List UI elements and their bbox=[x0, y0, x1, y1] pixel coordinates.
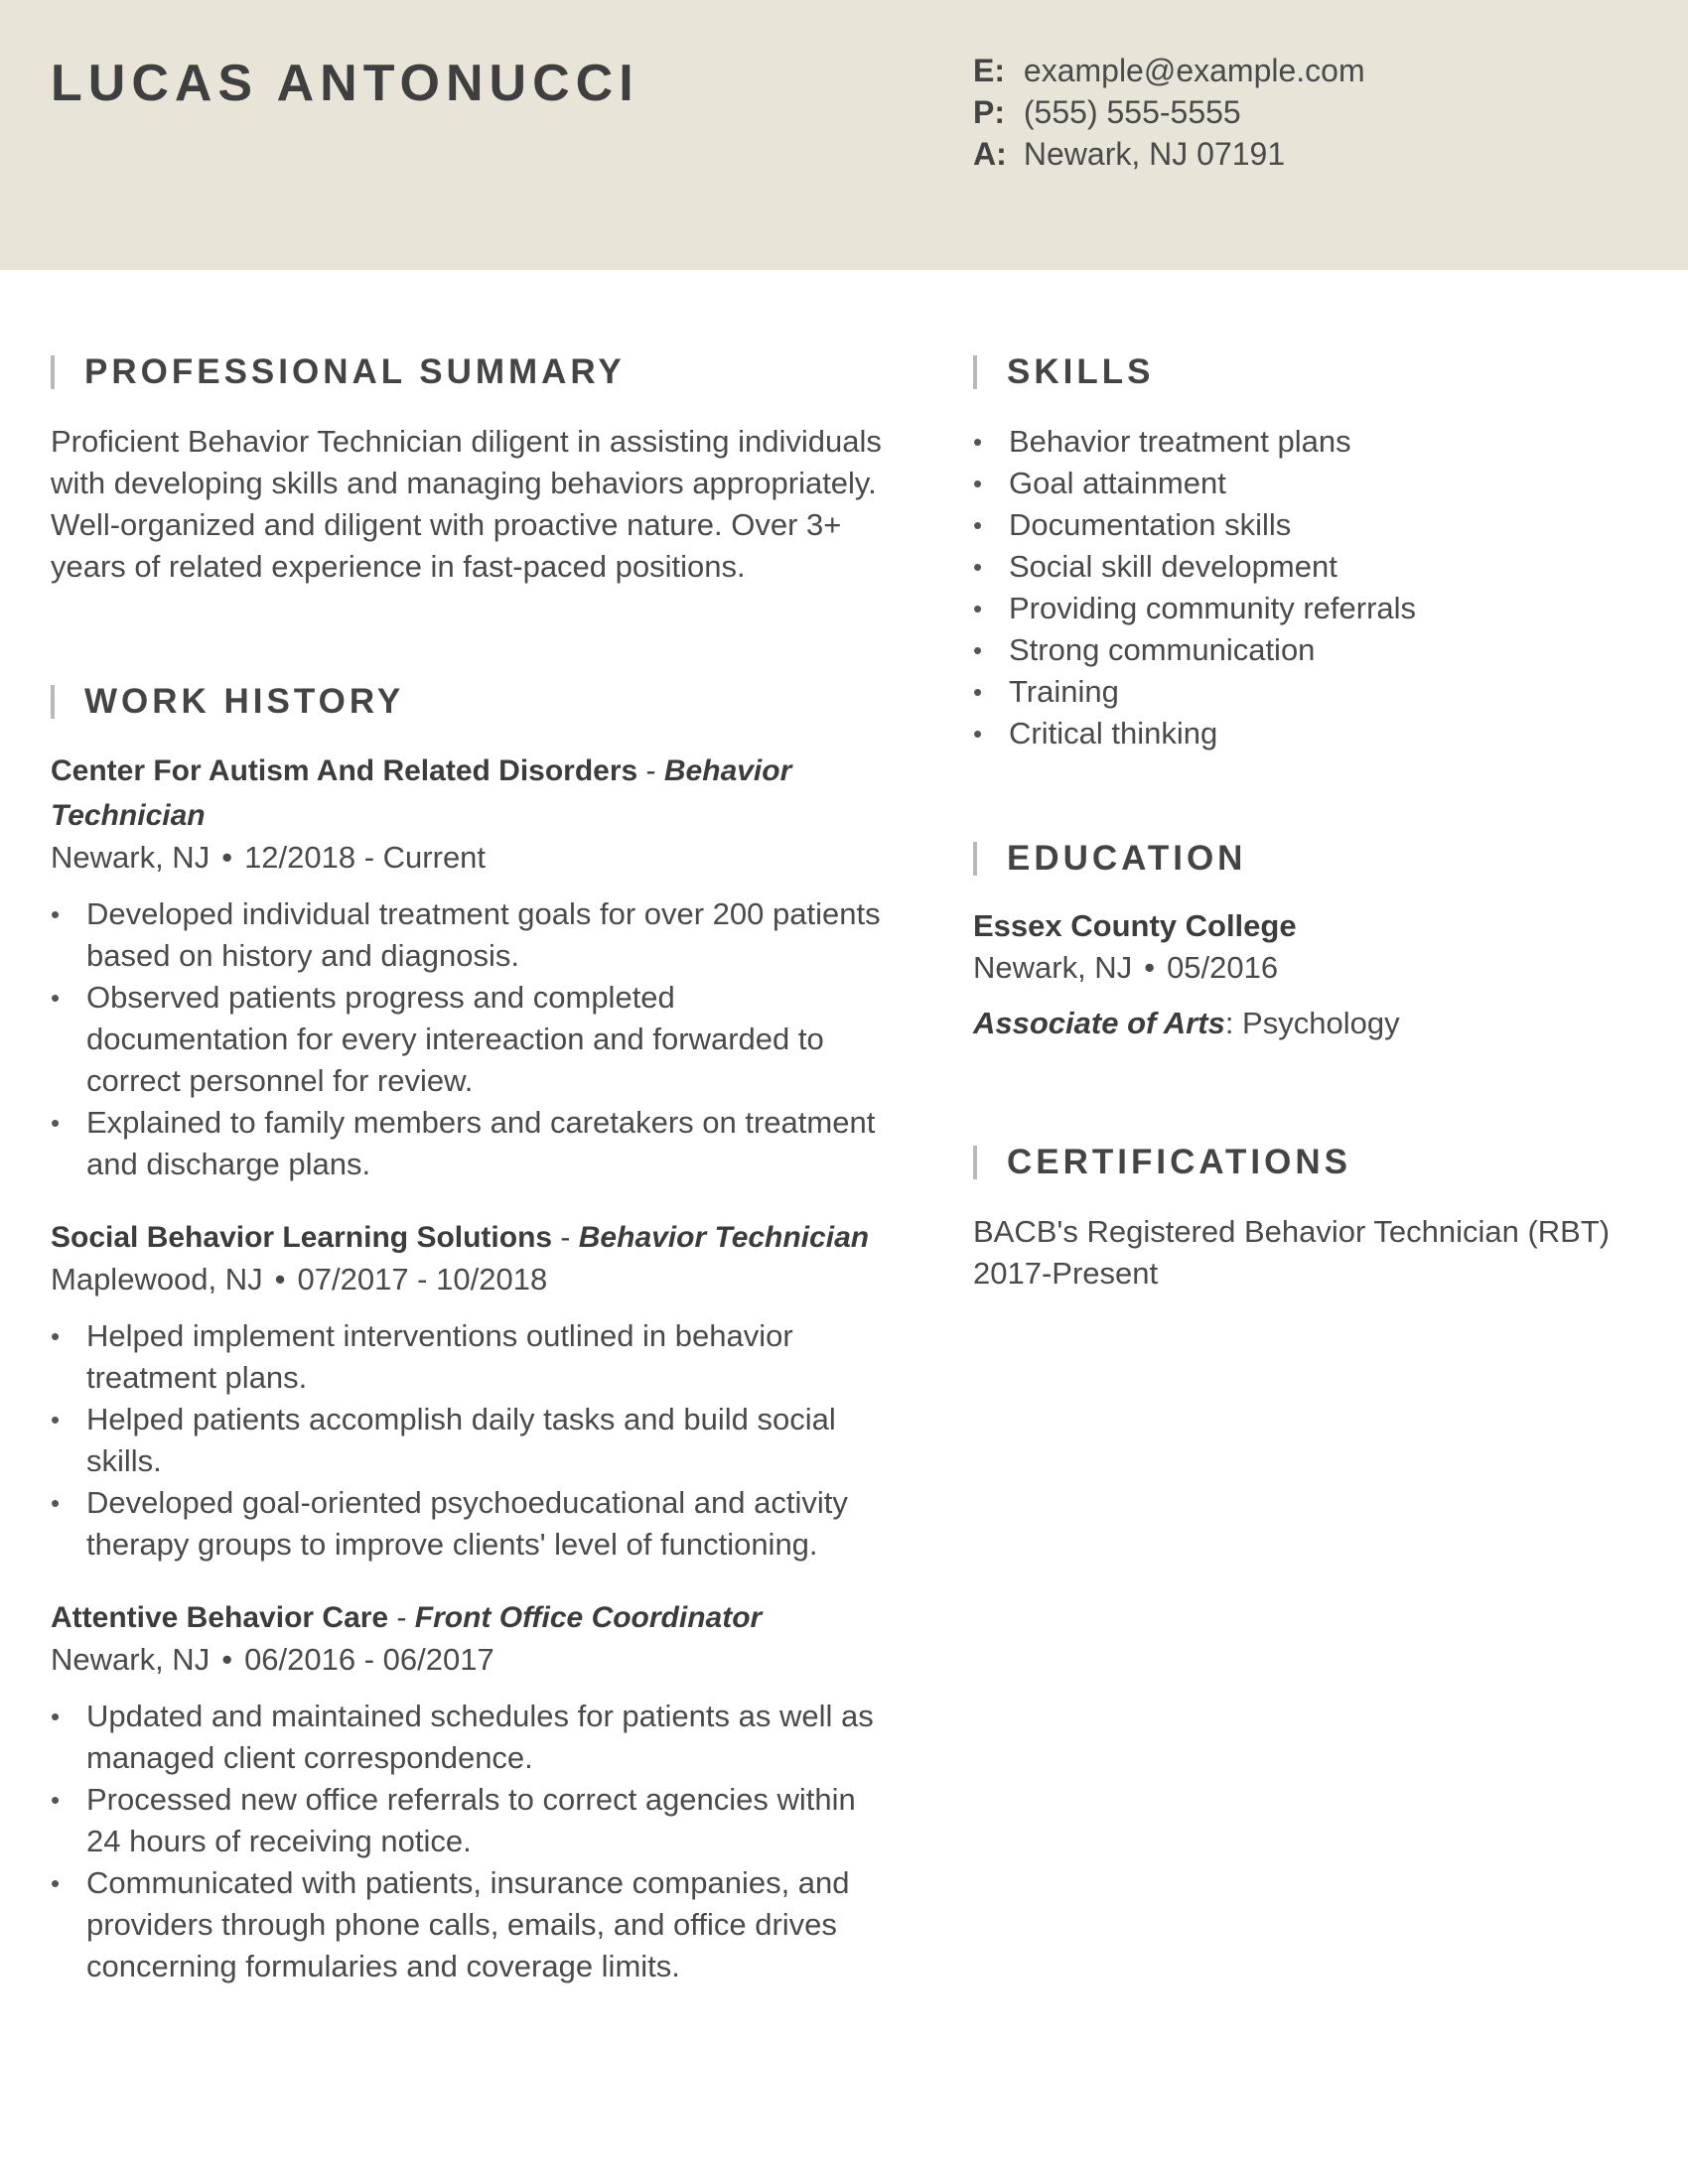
skill-item: • Providing community referrals bbox=[973, 588, 1648, 629]
duty-item: • Developed individual treatment goals for over 200 patients based on history and diagnosis. bbox=[51, 893, 885, 977]
job-location: Newark, NJ bbox=[51, 1642, 211, 1677]
job-role: Behavior Technician bbox=[51, 754, 792, 832]
bullet-dot-icon: • bbox=[221, 840, 233, 875]
contact-address bbox=[973, 133, 1365, 175]
job-title bbox=[51, 1215, 885, 1260]
left-column bbox=[51, 338, 885, 2017]
job-duties bbox=[51, 1696, 885, 1987]
heading-bar-icon bbox=[973, 1146, 977, 1179]
education-heading: EDUCATION bbox=[1007, 839, 1247, 878]
job-title bbox=[51, 749, 885, 838]
contact-phone-value: (555) 555-5555 bbox=[1023, 94, 1241, 130]
work-history-section bbox=[51, 667, 885, 1987]
job-entry bbox=[51, 1215, 885, 1566]
duty-item: • Updated and maintained schedules for patients as well as managed client correspondence. bbox=[51, 1696, 885, 1779]
job-role: Front Office Coordinator bbox=[414, 1601, 763, 1634]
job-company: Social Behavior Learning Solutions bbox=[51, 1221, 553, 1254]
job-location: Maplewood, NJ bbox=[51, 1262, 263, 1297]
education-date: 05/2016 bbox=[1167, 950, 1279, 985]
section-heading bbox=[973, 1128, 1648, 1197]
duty-item: • Communicated with patients, insurance companies, and providers through phone calls, emails, and office drives concerning formularies and coverage limits. bbox=[51, 1862, 885, 1987]
job-dates: 12/2018 - Current bbox=[244, 840, 487, 875]
bullet-dot-icon: • bbox=[274, 1262, 286, 1297]
skill-item: • Documentation skills bbox=[973, 504, 1648, 546]
certification-name: BACB's Registered Behavior Technician (RBT) bbox=[973, 1214, 1611, 1249]
certifications-section bbox=[973, 1128, 1648, 1295]
skill-item: • Strong communication bbox=[973, 629, 1648, 671]
job-dates: 06/2016 - 06/2017 bbox=[244, 1642, 494, 1677]
job-meta bbox=[51, 1260, 885, 1299]
summary-heading: PROFESSIONAL SUMMARY bbox=[84, 352, 626, 391]
section-heading bbox=[973, 824, 1648, 893]
contact-address-value: Newark, NJ 07191 bbox=[1023, 136, 1286, 172]
duty-item: • Observed patients progress and completed documentation for every intereaction and forwarded to correct personnel for review. bbox=[51, 977, 885, 1102]
job-company: Center For Autism And Related Disorders bbox=[51, 754, 638, 787]
summary-text: Proficient Behavior Technician diligent in assisting individuals with developing skills and managing behaviors appropriately. Well-organized and diligent with proactive nature. Over 3+ years of related experience in fast-paced positions. bbox=[51, 424, 882, 584]
heading-bar-icon bbox=[973, 842, 977, 876]
education-field: : Psychology bbox=[1224, 1006, 1400, 1040]
skills-list bbox=[973, 421, 1648, 754]
education-location: Newark, NJ bbox=[973, 950, 1133, 985]
bullet-dot-icon: • bbox=[221, 1642, 233, 1677]
duty-item: • Helped implement interventions outlined in behavior treatment plans. bbox=[51, 1315, 885, 1399]
education-degree: Associate of Arts bbox=[973, 1006, 1225, 1040]
job-separator: - bbox=[388, 1601, 415, 1634]
certifications-heading: CERTIFICATIONS bbox=[1007, 1143, 1352, 1181]
work-heading: WORK HISTORY bbox=[84, 682, 405, 721]
job-entry bbox=[51, 749, 885, 1185]
job-separator: - bbox=[637, 754, 664, 787]
skill-item: • Social skill development bbox=[973, 546, 1648, 588]
job-separator: - bbox=[552, 1221, 579, 1254]
job-entry bbox=[51, 1595, 885, 1987]
skill-item: • Behavior treatment plans bbox=[973, 421, 1648, 463]
skills-heading: SKILLS bbox=[1007, 352, 1155, 391]
heading-bar-icon bbox=[973, 355, 977, 389]
job-location: Newark, NJ bbox=[51, 840, 211, 875]
section-heading bbox=[51, 667, 885, 737]
job-title bbox=[51, 1595, 885, 1640]
heading-bar-icon bbox=[51, 355, 55, 389]
contact-phone-key: P: bbox=[973, 94, 1005, 130]
duty-item: • Helped patients accomplish daily tasks and build social skills. bbox=[51, 1399, 885, 1482]
summary-section bbox=[51, 338, 885, 588]
job-role: Behavior Technician bbox=[578, 1221, 870, 1254]
job-duties bbox=[51, 893, 885, 1185]
header-banner bbox=[0, 0, 1688, 270]
education-school: Essex County College bbox=[973, 908, 1297, 943]
duty-item: • Explained to family members and caretakers on treatment and discharge plans. bbox=[51, 1102, 885, 1185]
education-degree-line bbox=[973, 1003, 1648, 1044]
right-column bbox=[973, 338, 1648, 1295]
section-heading bbox=[973, 338, 1648, 407]
contact-address-key: A: bbox=[973, 136, 1007, 172]
job-company: Attentive Behavior Care bbox=[51, 1601, 389, 1634]
contact-email bbox=[973, 50, 1365, 91]
contact-email-key: E: bbox=[973, 53, 1005, 88]
contact-phone bbox=[973, 91, 1365, 133]
education-section bbox=[973, 824, 1648, 1044]
skill-item: • Critical thinking bbox=[973, 713, 1648, 754]
education-meta bbox=[973, 947, 1648, 989]
job-duties bbox=[51, 1315, 885, 1566]
contact-info bbox=[973, 50, 1365, 175]
skill-item: • Training bbox=[973, 671, 1648, 713]
candidate-name: LUCAS ANTONUCCI bbox=[51, 55, 639, 112]
job-meta bbox=[51, 838, 885, 878]
section-heading bbox=[51, 338, 885, 407]
duty-item: • Developed goal-oriented psychoeducational and activity therapy groups to improve clients' level of functioning. bbox=[51, 1482, 885, 1566]
contact-email-value[interactable]: example@example.com bbox=[1023, 53, 1365, 88]
skill-item: • Goal attainment bbox=[973, 463, 1648, 504]
certification-dates: 2017-Present bbox=[973, 1256, 1159, 1291]
duty-item: • Processed new office referrals to correct agencies within 24 hours of receiving notice. bbox=[51, 1779, 885, 1862]
heading-bar-icon bbox=[51, 685, 55, 719]
job-meta bbox=[51, 1640, 885, 1680]
job-dates: 07/2017 - 10/2018 bbox=[297, 1262, 548, 1297]
skills-section bbox=[973, 338, 1648, 754]
bullet-dot-icon: • bbox=[1144, 950, 1156, 985]
